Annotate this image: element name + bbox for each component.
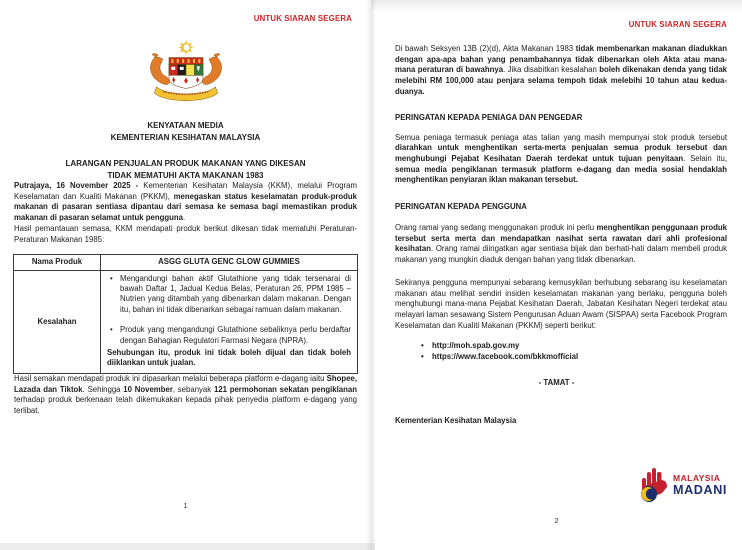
link-sispaa-url: • http://moh.spab.gov.my [421,341,727,351]
document-title-line2: TIDAK MEMATUHI AKTA MAKANAN 1983 [107,170,264,180]
release-banner: UNTUK SIARAN SEGERA [253,14,352,23]
violation-conclusion: Sehubungan itu, produk ini tidak boleh dijual dan tidak boleh diiklankan untuk jualan. [107,348,351,368]
table-cell-violations [101,270,358,373]
table-row [14,255,358,270]
page-number: 2 [554,516,559,525]
paragraph-traders: Semua peniaga termasuk peniaga atas talian yang masih mempunyai stok produk tersebut diarahkan untuk menghentikan serta-merta penjualan semua produk tersebut dan menghubungi Pejabat Kesihatan Daerah terdekat untuk tujuan penyitaan. Selain itu, semua media pengiklanan termasuk platform e-dagang dan media sosial hendaklah menghentikan penyiaran iklan makanan tersebut. [395,132,727,185]
page-2 [371,0,742,550]
madani-wordmark [673,474,727,496]
table-header-nama-produk: Nama Produk [14,255,101,270]
paragraph-platforms: Hasil semakan mendapati produk ini dipasarkan melalui beberapa platform e-dagang iaitu Shopee, Lazada dan Tiktok. Sehingga 10 November, sebanyak 121 permohonan sekatan pengiklanan terhadap produk berkenaan telah dikemukakan kepada pihak penyedia platform e-dagang yang terlibat. [14,373,357,415]
paragraph-consumers: Orang ramai yang sedang menggunakan produk ini perlu menghentikan penggunaan produk tersebut serta merta dan mendapatkan nasihat serta rawatan dari ahli profesional kesihatan. Orang ramai diingatkan agar sentiasa bijak dan berhati-hati dalam membeli produk makanan yang mungkin diaduk dengan bahan yang tidak dibenarkan. [395,223,727,265]
org-header-line2: KEMENTERIAN KESIHATAN MALAYSIA [110,132,261,142]
table-cell-kesalahan: Kesalahan [14,270,101,373]
paragraph-intro: Putrajaya, 16 November 2025 - Kementerian Kesihatan Malaysia (KKM), melalui Program Keselamatan dan Kualiti Makanan (PKKM), menegaskan status keselamatan produk-produk makanan di pasaran sentiasa dipantau dari semasa ke semasa bagi memastikan produk makanan di pasaran selamat untuk pengguna. [14,181,358,223]
violation-item: • Mengandungi bahan aktif Glutathione yang tidak tersenarai di bawah Daftar 1, Jadual Kedua Belas, Peraturan 26, PPM 1985 – Nutrien yang ditambah yang dibenarkan dalam makanan. Dengan itu, bahan ini tidak dibenarkan sebagai ramuan dalam makanan. [107,274,351,316]
violation-list [107,274,351,346]
madani-wordmark-line2: MADANI [673,482,727,497]
end-marker: - TAMAT - [538,377,575,387]
document-title [0,158,371,181]
paragraph-monitoring: Hasil pemantauan semasa, KKM mendapati produk berikut dikesan tidak mematuhi Peraturan-Peraturan Makanan 1985: [14,223,357,244]
malaysia-coat-of-arms-icon [139,39,233,107]
table-row [14,270,358,373]
document-title-line1: LARANGAN PENJUALAN PRODUK MAKANAN YANG DIKESAN [65,159,306,168]
scan-edge-bottom [0,543,375,550]
link-facebook-url: • https://www.facebook.com/bkkmofficial [421,352,727,362]
page-number: 1 [183,501,188,510]
table-header-product-name: ASGG GLUTA GENC GLOW GUMMIES [101,255,358,270]
violation-item: • Produk yang mengandungi Glutathione sebaliknya perlu berdaftar dengan Bahagian Regulatori Farmasi Negara (NPRA). [107,325,351,346]
madani-hand-icon [639,466,669,504]
paragraph-complaints: Sekiranya pengguna mempunyai sebarang kemusykilan berhubung sebarang isu keselamatan makanan atau melihat sendiri insiden keselamatan makanan yang berlaku, pengguna boleh menghubungi mana-mana Pejabat Kesihatan Daerah, Jabatan Kesihatan Negeri terdekat atau melayari laman sesawang Sistem Pengurusan Aduan Awam (SISPAA) serta Facebook Program Keselamatan dan Kualiti Makanan (PKKM) seperti berikut: [395,277,727,330]
org-header-line1: KENYATAAN MEDIA [147,121,224,130]
scan-edge-top [371,0,742,12]
release-banner: UNTUK SIARAN SEGERA [628,20,727,29]
contact-links [421,341,727,361]
heading-pengguna: PERINGATAN KEPADA PENGGUNA [395,202,527,212]
paragraph-penalty: Di bawah Seksyen 13B (2)(d), Akta Makanan 1983 tidak membenarkan makanan diadukkan dengan apa-apa bahan yang penambahannya tidak dibenarkan oleh Akta atau mana-mana peraturan di bawahnya. Jika disabitkan kesalahan boleh dikenakan denda yang tidak melebihi RM 100,000 atau penjara selama tempoh tidak melebihi 10 tahun atau kedua-duanya. [395,44,727,96]
malaysia-madani-logo-icon [639,466,727,504]
signoff-ministry: Kementerian Kesihatan Malaysia [395,415,517,425]
org-header [0,120,371,143]
heading-peniaga-pengedar: PERINGATAN KEPADA PENIAGA DAN PENGEDAR [395,112,583,122]
product-violation-table [13,254,358,374]
madani-wordmark-line1: MALAYSIA [673,472,721,483]
